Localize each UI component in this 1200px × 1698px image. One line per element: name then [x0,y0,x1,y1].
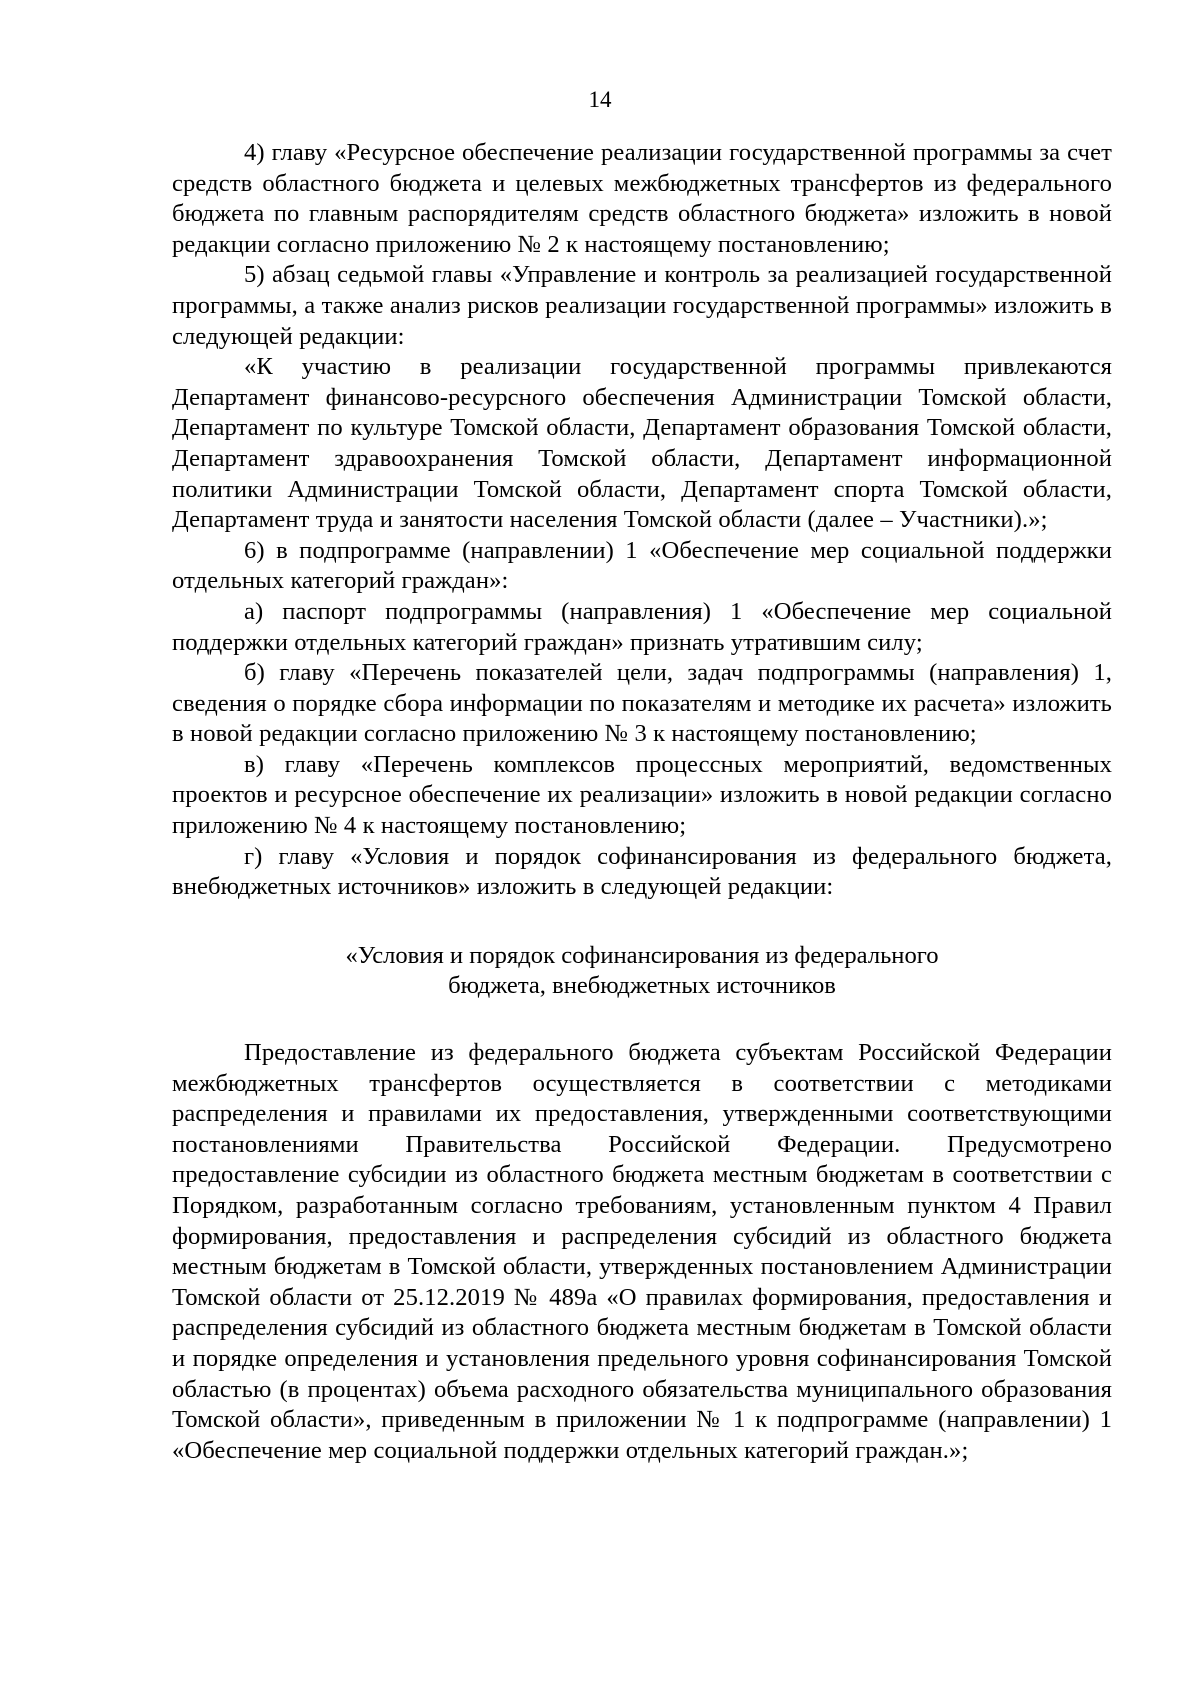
paragraph-cofinancing: Предоставление из федерального бюджета субъектам Российской Федерации межбюджетных трансфертов осуществляется в соответствии с методиками распределения и правилами их предоставления, утвержденными соответствующими постановлениями Правительства Российской Федерации. Предусмотрено предоставление субсидии из областного бюджета местным бюджетам в соответствии с Порядком, разработанным согласно требованиям, установленным пунктом 4 Правил формирования, предоставления и распределения субсидий из областного бюджета местным бюджетам в Томской области, утвержденных постановлением Администрации Томской области от 25.12.2019 № 489а «О правилах формирования, предоставления и распределения субсидий из областного бюджета местным бюджетам в Томской области и порядке определения и установления предельного уровня софинансирования Томской областью (в процентах) объема расходного обязательства муниципального образования Томской области», приведенным в приложении № 1 к подпрограмме (направлении) 1 «Обеспечение мер социальной поддержки отдельных категорий граждан.»; [172,1039,1112,1464]
paragraph-subitem-v: в) главу «Перечень комплексов процессных мероприятий, ведомственных проектов и ресурсное обеспечение их реализации» изложить в новой редакции согласно приложению № 4 к настоящему постановлению; [172,750,1112,840]
paragraph-subitem-a: а) паспорт подпрограммы (направления) 1 «Обеспечение мер социальной поддержки отдельных категорий граждан» признать утратившим силу; [172,597,1112,656]
section-heading-line-2: бюджета, внебюджетных источников [448,972,836,1000]
paragraph-item-4: 4) главу «Ресурсное обеспечение реализации государственной программы за счет средств областного бюджета и целевых межбюджетных трансфертов из федерального бюджета по главным распорядителям средств областного бюджета» изложить в новой редакции согласно приложению № 2 к настоящему постановлению; [172,139,1112,258]
paragraph-subitem-b: б) главу «Перечень показателей цели, задач подпрограммы (направления) 1, сведения о порядке сбора информации по показателям и методике их расчета» изложить в новой редакции согласно приложению № 3 к настоящему постановлению; [172,659,1112,748]
paragraph-quoted-participants: «К участию в реализации государственной программы привлекаются Департамент финансово-ресурсного обеспечения Администрации Томской области, Департамент по культуре Томской области, Департамент образования Томской области, Департамент здравоохранения Томской области, Департамент информационной политики Администрации Томской области, Департамент спорта Томской области, Департамент труда и занятости населения Томской области (далее – Участники).»; [172,353,1112,534]
paragraph-subitem-g: г) главу «Условия и порядок софинансирования из федерального бюджета, внебюджетных источников» изложить в следующей редакции: [172,842,1112,901]
page-number: 14 [588,87,612,112]
section-heading [172,941,1112,1002]
paragraph-item-5: 5) абзац седьмой главы «Управление и контроль за реализацией государственной программы, а также анализ рисков реализации государственной программы» изложить в следующей редакции: [172,261,1112,350]
paragraph-item-6: 6) в подпрограмме (направлении) 1 «Обеспечение мер социальной поддержки отдельных категорий граждан»: [172,536,1112,595]
document-body [172,138,1112,1466]
section-heading-line-1: «Условия и порядок софинансирования из федерального [345,941,939,969]
